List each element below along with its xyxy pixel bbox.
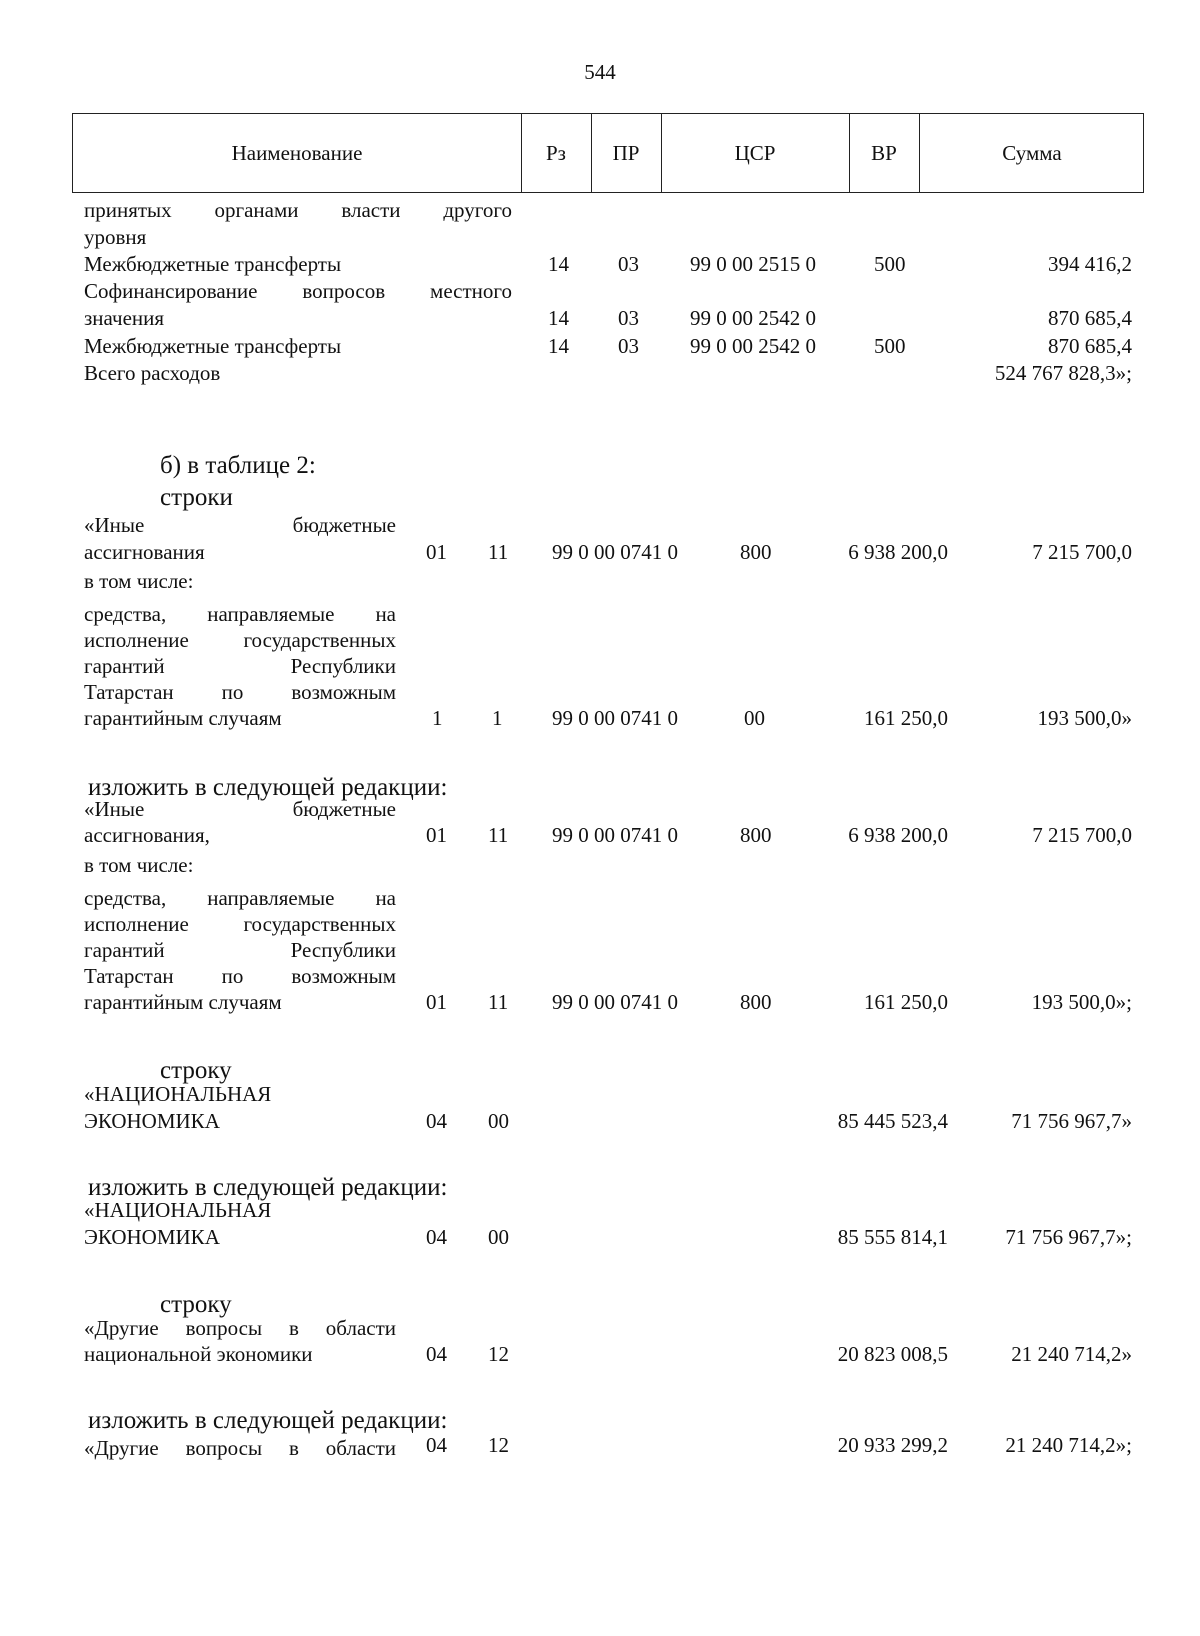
word: вопросы <box>185 1436 263 1460</box>
section-subheading: строку <box>160 1291 232 1318</box>
row-sum: 394 416,2 <box>1048 252 1132 276</box>
row-rz: 01 <box>426 540 447 564</box>
row-vr: 800 <box>740 540 772 564</box>
row-vr: 800 <box>740 990 772 1014</box>
row-sum-old: 6 938 200,0 <box>848 823 948 847</box>
header-name: Наименование <box>231 140 363 165</box>
row-name: «НАЦИОНАЛЬНАЯ <box>84 1198 272 1222</box>
header-rz: Рз <box>546 140 566 165</box>
word: по <box>221 964 244 988</box>
table-row-text <box>84 653 396 679</box>
section-heading: б) в таблице 2: <box>160 452 316 479</box>
word: «Иные <box>84 797 145 821</box>
page-number: 544 <box>584 60 616 84</box>
word: направляемые <box>207 602 335 626</box>
word: области <box>325 1316 396 1340</box>
word: Татарстан <box>84 680 174 704</box>
word: средства, <box>84 602 167 626</box>
row-name: национальной экономики <box>84 1342 313 1366</box>
row-sum: 870 685,4 <box>1048 306 1132 330</box>
row-rz: 1 <box>432 706 443 730</box>
word: Республики <box>290 654 396 678</box>
row-sum-old: 85 555 814,1 <box>837 1225 948 1249</box>
replace-instruction: изложить в следующей редакции: <box>88 774 448 801</box>
row-rz: 14 <box>548 252 569 276</box>
word: другого <box>443 198 512 222</box>
row-name: гарантийным случаям <box>84 706 282 730</box>
word: в <box>288 1436 299 1460</box>
word: в <box>288 1316 299 1340</box>
row-csr: 99 0 00 2542 0 <box>690 334 816 358</box>
word: по <box>221 680 244 704</box>
word: Софинансирование <box>84 279 258 303</box>
word: исполнение <box>84 628 189 652</box>
row-incl: в том числе: <box>84 569 194 593</box>
table-row-text <box>84 963 396 989</box>
word: власти <box>341 198 401 222</box>
word: возможным <box>291 680 396 704</box>
row-rz: 14 <box>548 306 569 330</box>
header-vr: ВР <box>871 140 897 165</box>
replace-instruction: изложить в следующей редакции: <box>88 1174 448 1201</box>
word: государственных <box>243 628 396 652</box>
row-vr: 00 <box>744 706 765 730</box>
row-sum-new: 71 756 967,7» <box>1011 1109 1132 1133</box>
row-csr: 99 0 00 0741 0 <box>552 706 678 730</box>
row-rz: 04 <box>426 1225 447 1249</box>
word: принятых <box>84 198 172 222</box>
row-sum-new: 7 215 700,0 <box>1032 540 1132 564</box>
row-vr: 800 <box>740 823 772 847</box>
row-pr: 11 <box>488 540 509 564</box>
row-rz: 01 <box>426 823 447 847</box>
word: «Другие <box>84 1316 159 1340</box>
row-csr: 99 0 00 0741 0 <box>552 990 678 1014</box>
section-subheading: строки <box>160 484 233 511</box>
row-vr: 500 <box>874 334 906 358</box>
table-row-text <box>84 278 512 304</box>
table-row-text <box>84 679 396 705</box>
row-sum-new: 193 500,0»; <box>1031 990 1132 1014</box>
word: на <box>375 886 396 910</box>
row-pr: 00 <box>488 1109 509 1133</box>
row-rz: 14 <box>548 334 569 358</box>
word: Татарстан <box>84 964 174 988</box>
table-row-text: уровня <box>84 225 147 249</box>
row-pr: 03 <box>618 334 639 358</box>
table-row-text <box>84 627 396 653</box>
row-vr: 500 <box>874 252 906 276</box>
row-rz: 04 <box>426 1342 447 1366</box>
row-name: значения <box>84 306 165 330</box>
table-row-text <box>84 197 512 223</box>
table-row-text <box>84 512 396 538</box>
row-name: ассигнования <box>84 540 205 564</box>
word: местного <box>430 279 512 303</box>
word: направляемые <box>207 886 335 910</box>
section-subheading: строку <box>160 1057 232 1084</box>
replace-instruction: изложить в следующей редакции: <box>88 1407 448 1434</box>
row-sum-new: 21 240 714,2» <box>1011 1342 1132 1366</box>
word: гарантий <box>84 938 165 962</box>
word: средства, <box>84 886 167 910</box>
row-csr: 99 0 00 0741 0 <box>552 823 678 847</box>
total-sum: 524 767 828,3»; <box>994 361 1132 385</box>
row-sum-old: 20 823 008,5 <box>837 1342 948 1366</box>
row-rz: 04 <box>426 1109 447 1133</box>
row-pr: 03 <box>618 306 639 330</box>
word: исполнение <box>84 912 189 936</box>
word: органами <box>214 198 299 222</box>
word: гарантий <box>84 654 165 678</box>
row-pr: 00 <box>488 1225 509 1249</box>
row-sum-new: 193 500,0» <box>1037 706 1132 730</box>
row-sum-old: 161 250,0 <box>864 990 948 1014</box>
row-name: гарантийным случаям <box>84 990 282 1014</box>
row-pr: 11 <box>488 823 509 847</box>
row-pr: 1 <box>492 706 503 730</box>
total-label: Всего расходов <box>84 361 221 385</box>
word: вопросов <box>302 279 386 303</box>
table-header <box>72 113 1144 193</box>
table-row-text <box>84 1315 396 1341</box>
word: бюджетные <box>292 513 396 537</box>
row-sum-old: 161 250,0 <box>864 706 948 730</box>
word: области <box>325 1436 396 1460</box>
row-sum-old: 6 938 200,0 <box>848 540 948 564</box>
row-pr: 12 <box>488 1433 509 1457</box>
table-row-text <box>84 1435 396 1461</box>
table-row-text <box>84 937 396 963</box>
word: вопросы <box>185 1316 263 1340</box>
row-incl: в том числе: <box>84 853 194 877</box>
row-name: «НАЦИОНАЛЬНАЯ <box>84 1082 272 1106</box>
word: бюджетные <box>292 797 396 821</box>
row-name: ассигнования, <box>84 823 210 847</box>
word: на <box>375 602 396 626</box>
table-row-text <box>84 601 396 627</box>
row-sum-old: 20 933 299,2 <box>837 1433 948 1457</box>
header-pr: ПР <box>612 140 640 165</box>
table-row-text <box>84 796 396 822</box>
header-sum: Сумма <box>1002 140 1062 165</box>
word: «Иные <box>84 513 145 537</box>
word: государственных <box>243 912 396 936</box>
row-name: ЭКОНОМИКА <box>84 1225 220 1249</box>
word: возможным <box>291 964 396 988</box>
table-row-text <box>84 911 396 937</box>
row-rz: 04 <box>426 1433 447 1457</box>
word: «Другие <box>84 1436 159 1460</box>
row-pr: 03 <box>618 252 639 276</box>
row-csr: 99 0 00 2542 0 <box>690 306 816 330</box>
row-name: Межбюджетные трансферты <box>84 252 342 276</box>
row-name: Межбюджетные трансферты <box>84 334 342 358</box>
row-csr: 99 0 00 2515 0 <box>690 252 816 276</box>
word: Республики <box>290 938 396 962</box>
row-sum: 870 685,4 <box>1048 334 1132 358</box>
row-name: ЭКОНОМИКА <box>84 1109 220 1133</box>
row-sum-new: 21 240 714,2»; <box>1005 1433 1132 1457</box>
row-rz: 01 <box>426 990 447 1014</box>
row-pr: 12 <box>488 1342 509 1366</box>
row-sum-new: 7 215 700,0 <box>1032 823 1132 847</box>
row-pr: 11 <box>488 990 509 1014</box>
row-sum-new: 71 756 967,7»; <box>1005 1225 1132 1249</box>
row-sum-old: 85 445 523,4 <box>837 1109 948 1133</box>
header-csr: ЦСР <box>734 140 776 165</box>
row-csr: 99 0 00 0741 0 <box>552 540 678 564</box>
table-row-text <box>84 885 396 911</box>
